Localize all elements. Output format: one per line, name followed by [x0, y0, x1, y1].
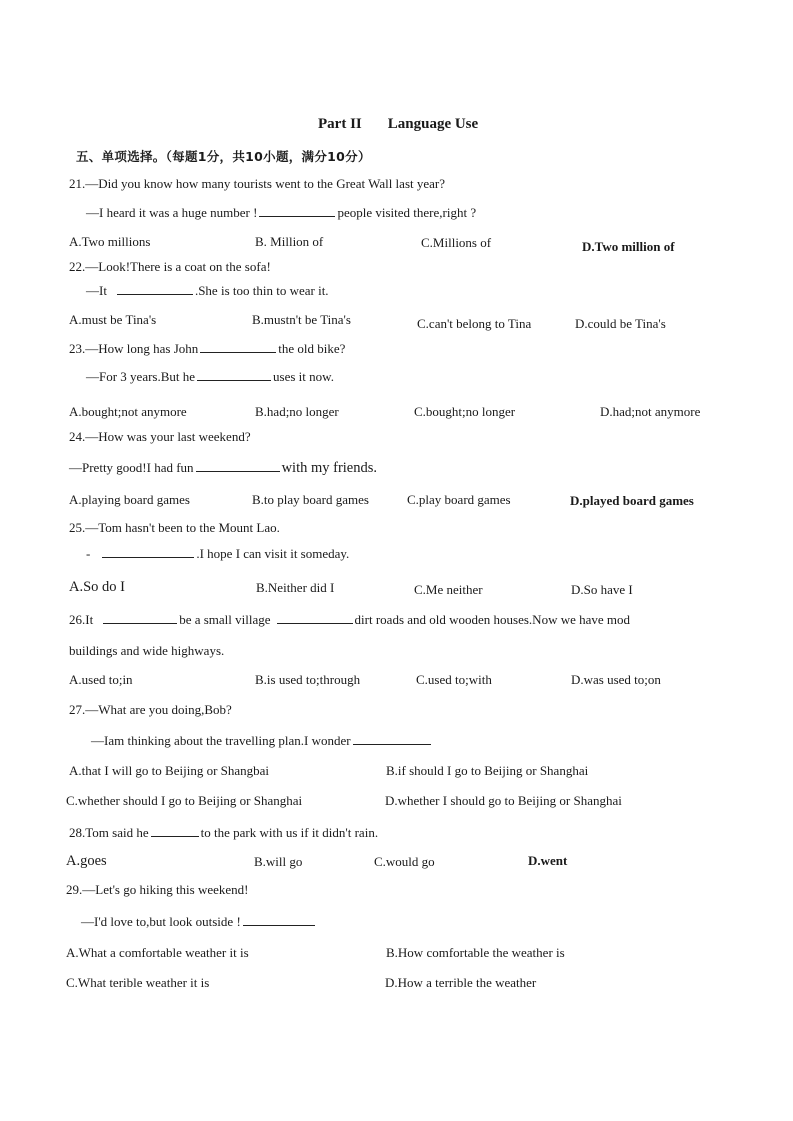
q23-option-c[interactable]: C.bought;no longer [414, 404, 516, 419]
q28-option-c[interactable]: C.would go [374, 854, 435, 869]
q22-option-d[interactable]: D.could be Tina's [575, 316, 666, 331]
q22-reply-text-2: .She is too thin to wear it. [194, 283, 329, 298]
q25-option-b[interactable]: B.Neither did I [256, 580, 335, 595]
q21-option-c[interactable]: C.Millions of [421, 235, 492, 250]
q29-option-d[interactable]: D.How a terrible the weather [385, 975, 537, 990]
q26-option-b[interactable]: B.is used to;through [255, 672, 361, 687]
q22-option-c[interactable]: C.can't belong to Tina [417, 316, 532, 331]
q24-option-c[interactable]: C.play board games [407, 492, 511, 507]
q23-reply-text: —For 3 years.But he [86, 369, 196, 384]
part-name: Language Use [387, 116, 479, 132]
page-title [318, 116, 478, 133]
q24-option-b[interactable]: B.to play board games [252, 492, 369, 507]
q25-option-c[interactable]: C.Me neither [414, 582, 483, 597]
q29-stem: 29.—Let's go hiking this weekend! [66, 882, 249, 897]
q21-reply [86, 204, 476, 221]
q27-option-c[interactable]: C.whether should I go to Beijing or Shanghai [66, 793, 303, 808]
q27-reply-text: —Iam thinking about the travelling plan.I wonder [91, 733, 351, 748]
q29-reply-text: —I'd love to,but look outside ! [81, 914, 241, 929]
q21-option-a[interactable]: A.Two millions [69, 234, 151, 249]
q23-option-b[interactable]: B.had;no longer [255, 404, 339, 419]
q23-stem-text-2: the old bike? [278, 341, 346, 356]
q21-option-b[interactable]: B. Million of [255, 234, 324, 249]
q21-option-d[interactable]: D.Two million of [582, 239, 675, 254]
q22-option-a[interactable]: A.must be Tina's [69, 312, 157, 327]
q23-stem-text: 23.—How long has John [69, 341, 199, 356]
q21-blank [259, 204, 335, 217]
q26-blank-1 [103, 611, 177, 624]
q28-option-a[interactable]: A.goes [66, 853, 107, 869]
q24-reply-text-2: with my friends. [281, 460, 378, 476]
q24-option-a[interactable]: A.playing board games [69, 492, 190, 507]
q25-stem: 25.—Tom hasn't been to the Mount Lao. [69, 520, 280, 535]
q29-option-c[interactable]: C.What terible weather it is [66, 975, 210, 990]
q25-dash: - [86, 546, 91, 561]
q25-option-d[interactable]: D.So have I [571, 582, 633, 597]
q26-option-a[interactable]: A.used to;in [69, 672, 133, 687]
part-label: Part II [318, 116, 362, 132]
q23-reply [86, 368, 334, 385]
q29-blank [243, 913, 315, 926]
q28-stem-text-2: to the park with us if it didn't rain. [200, 825, 379, 840]
q22-reply [86, 282, 329, 299]
q28-stem [69, 824, 378, 841]
q23-blank-1 [200, 340, 276, 353]
q29-option-a[interactable]: A.What a comfortable weather it is [66, 945, 249, 960]
q28-option-d[interactable]: D.went [528, 853, 568, 868]
q24-stem: 24.—How was your last weekend? [69, 429, 251, 444]
q26-blank-2 [277, 611, 353, 624]
q26-stem-text: 26.It [69, 612, 94, 627]
q24-reply [69, 459, 377, 476]
q21-stem: 21.—Did you know how many tourists went to the Great Wall last year? [69, 176, 446, 191]
q23-reply-text-2: uses it now. [273, 369, 334, 384]
q27-option-a[interactable]: A.that I will go to Beijing or Shangbai [69, 763, 270, 778]
q24-reply-text: —Pretty good!I had fun [69, 460, 194, 475]
q26-option-d[interactable]: D.was used to;on [571, 672, 661, 687]
q21-reply-text-2: people visited there,right ? [337, 205, 477, 220]
q22-blank [117, 282, 193, 295]
q26-stem-text-3: dirt roads and old wooden houses.Now we have mod [354, 612, 631, 627]
q23-stem [69, 340, 345, 357]
q26-stem-text-2: be a small village [179, 612, 271, 627]
q28-blank [151, 824, 199, 837]
q27-option-b[interactable]: B.if should I go to Beijing or Shanghai [386, 763, 589, 778]
q25-blank [102, 545, 194, 558]
q28-option-b[interactable]: B.will go [254, 854, 303, 869]
q29-reply [81, 913, 317, 930]
q25-option-a[interactable]: A.So do I [69, 579, 125, 595]
q24-option-d[interactable]: D.played board games [570, 493, 694, 508]
q23-blank-2 [197, 368, 271, 381]
q27-option-d[interactable]: D.whether I should go to Beijing or Shanghai [385, 793, 622, 808]
section-heading: 五、单项选择。（每题1分，共10小题，满分10分） [76, 149, 371, 164]
q23-option-d[interactable]: D.had;not anymore [600, 404, 701, 419]
q26-stem [69, 611, 630, 628]
q27-stem: 27.—What are you doing,Bob? [69, 702, 232, 717]
q26-stem-line2: buildings and wide highways. [69, 643, 225, 658]
q25-reply-text: .I hope I can visit it someday. [196, 546, 350, 561]
q22-reply-text: —It [86, 283, 107, 298]
q21-reply-text: —I heard it was a huge number ! [86, 205, 258, 220]
q27-reply [91, 732, 433, 749]
q22-option-b[interactable]: B.mustn't be Tina's [252, 312, 351, 327]
q25-reply [86, 545, 349, 562]
q29-option-b[interactable]: B.How comfortable the weather is [386, 945, 565, 960]
q23-option-a[interactable]: A.bought;not anymore [69, 404, 187, 419]
q28-stem-text: 28.Tom said he [69, 825, 149, 840]
q26-option-c[interactable]: C.used to;with [416, 672, 492, 687]
q24-blank [196, 459, 280, 472]
q22-stem: 22.—Look!There is a coat on the sofa! [69, 259, 271, 274]
q27-blank [353, 732, 431, 745]
